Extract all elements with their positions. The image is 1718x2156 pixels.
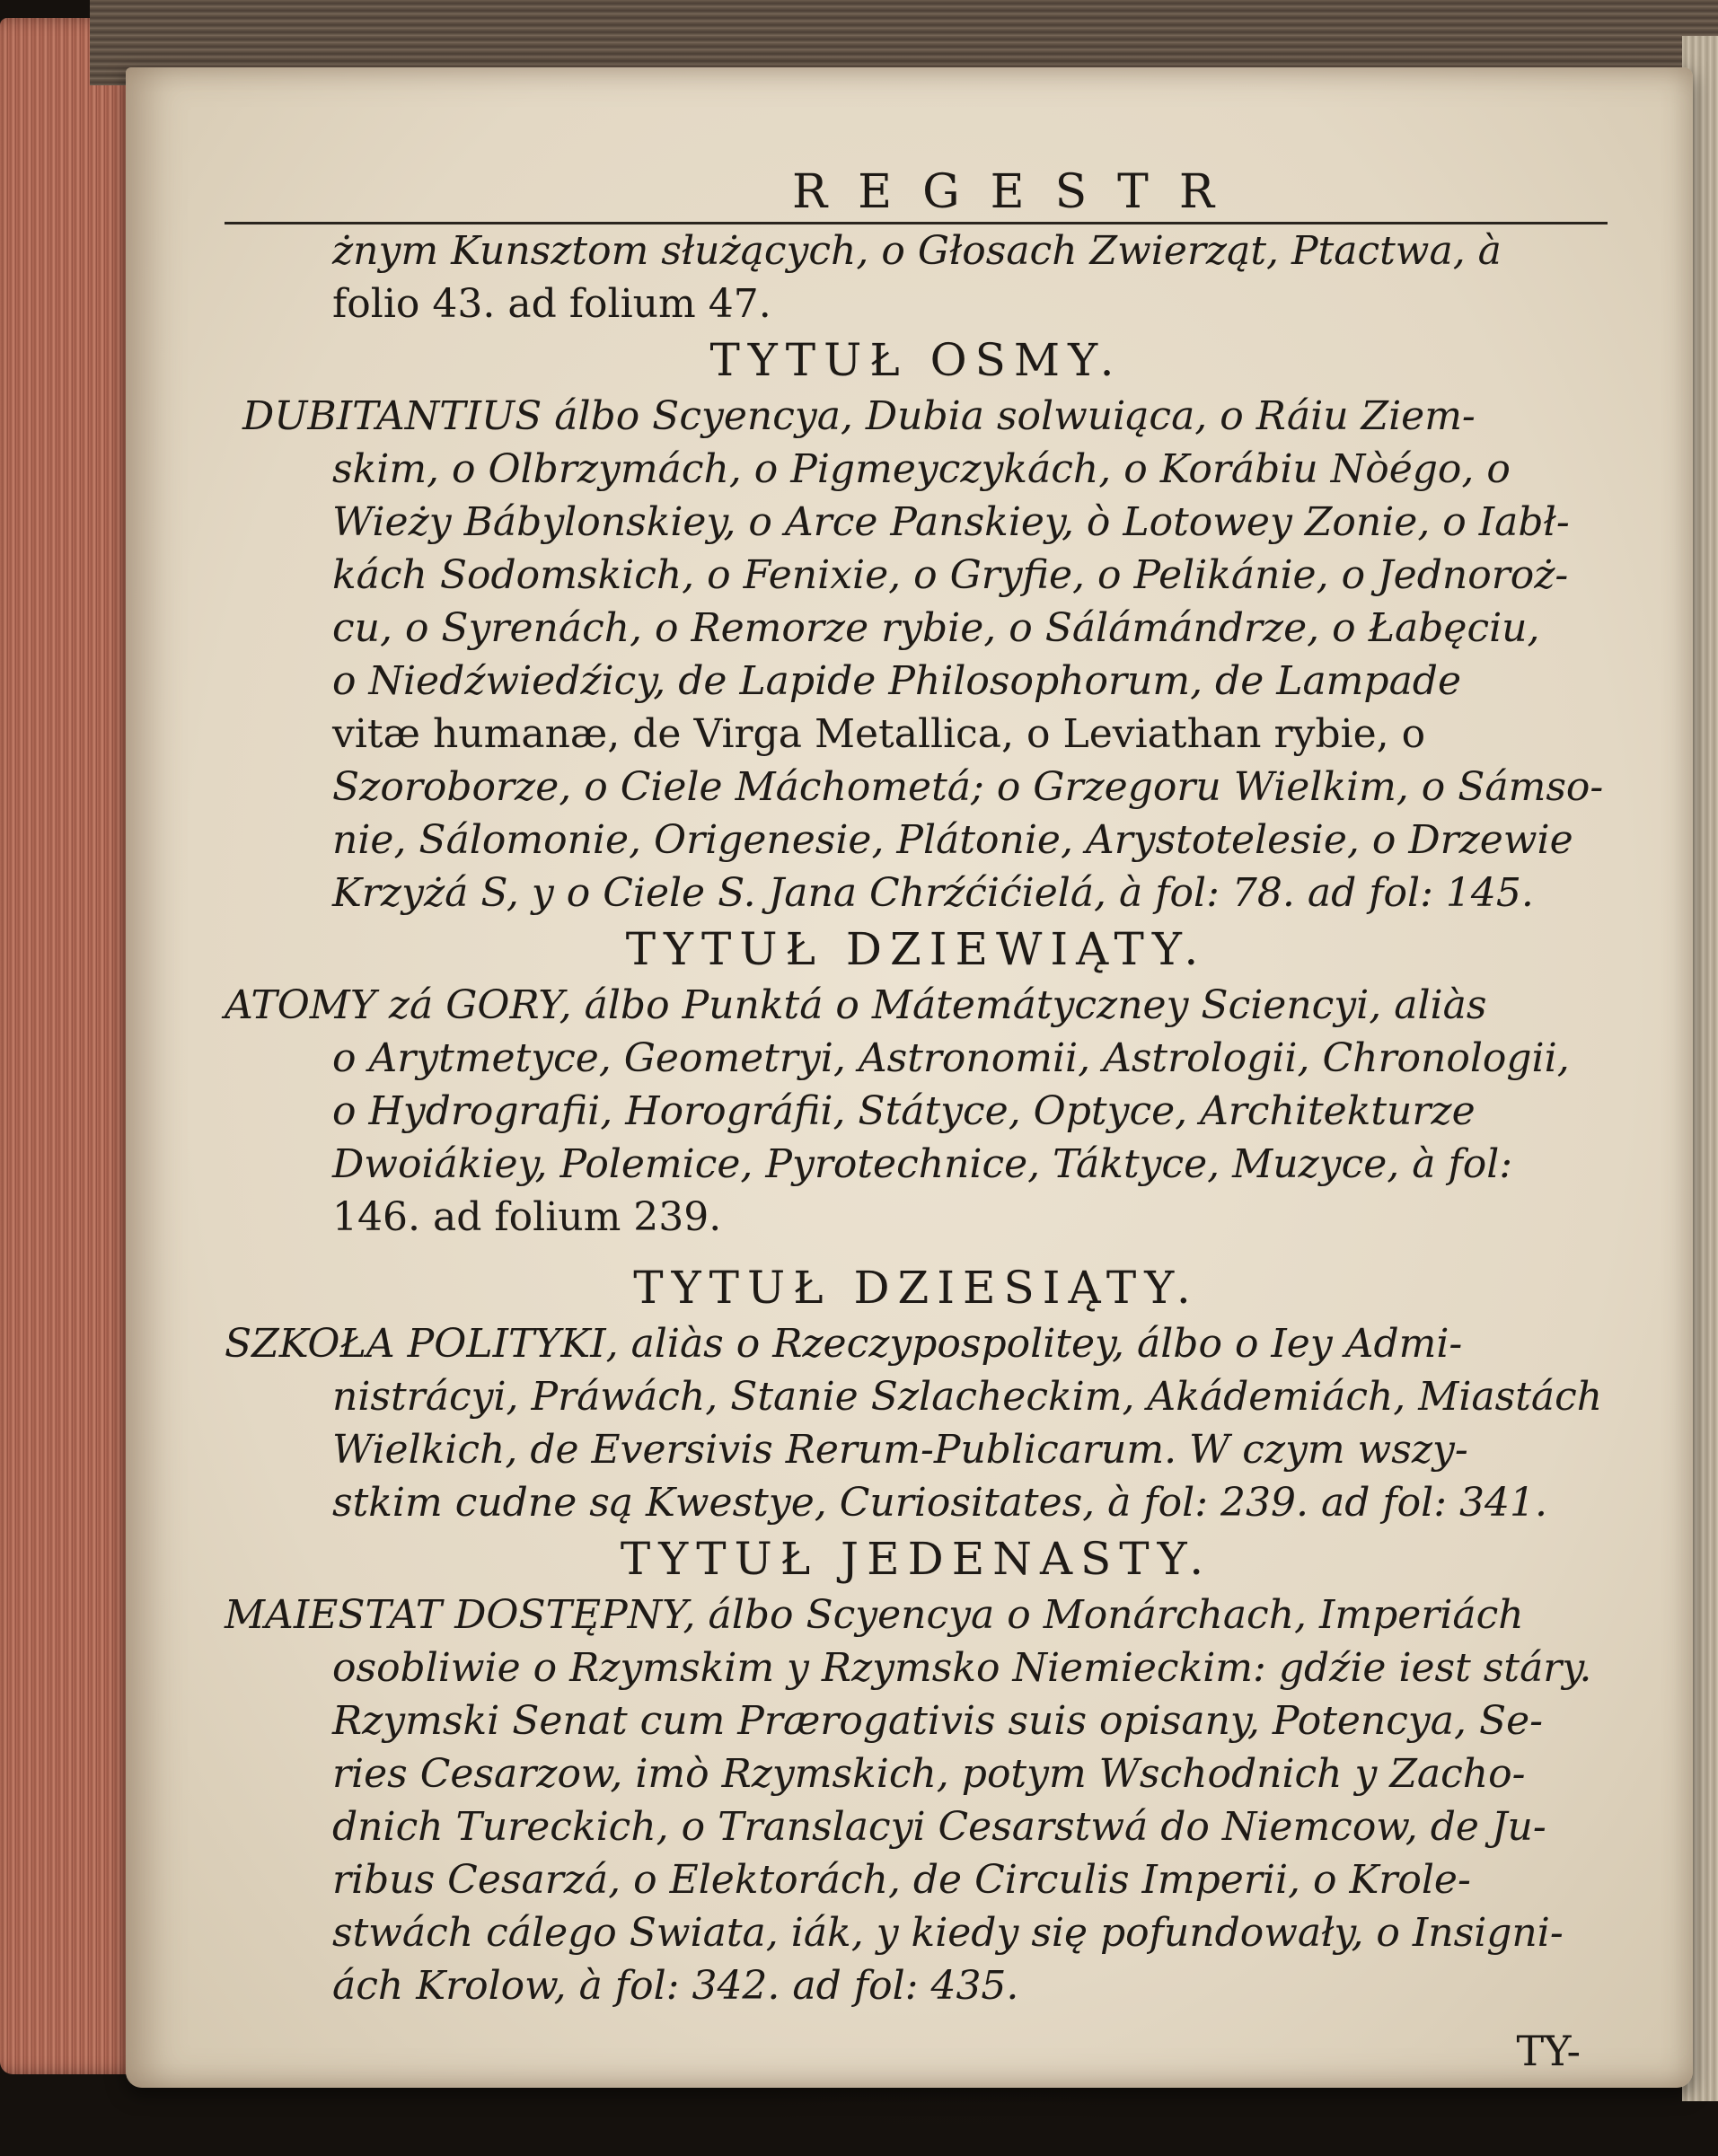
section-8-line: o Niedźwiedźicy, de Lapide Philosophorum, de Lampade bbox=[332, 658, 1462, 704]
section-11-line: stwách cálego Swiata, iák, y kiedy się pofundowały, o Insigni- bbox=[332, 1910, 1564, 1956]
section-8-line: DUBITANTIUS álbo Scyencya, Dubia solwuiąca, o Ráiu Ziem- bbox=[242, 393, 1476, 439]
section-8-line: cu, o Syrenách, o Remorze rybie, o Sálámándrze, o Łabęciu, bbox=[332, 605, 1540, 651]
section-8-line: Wieży Bábylonskiey, o Arce Panskiey, ò Lotowey Zonie, o Iabł- bbox=[332, 499, 1570, 545]
section-11-line: osobliwie o Rzymskim y Rzymsko Niemieckim: gdźie iest stáry. bbox=[332, 1645, 1592, 1691]
section-9-line: Dwoiákiey, Polemice, Pyrotechnice, Táktyce, Muzyce, à fol: bbox=[332, 1141, 1513, 1187]
section-11-line: MAIESTAT DOSTĘPNY, álbo Scyencya o Monárchach, Imperiách bbox=[225, 1592, 1524, 1638]
section-10-line: Wielkich, de Eversivis Rerum-Publicarum. W czym wszy- bbox=[332, 1427, 1468, 1473]
section-11-line: ách Krolow, à fol: 342. ad fol: 435. bbox=[332, 1963, 1019, 2009]
intro-line-1: żnym Kunsztom służących, o Głosach Zwierząt, Ptactwa, à bbox=[332, 228, 1502, 274]
catchword: TY- bbox=[1516, 2027, 1581, 2075]
section-8-line: skim, o Olbrzymách, o Pigmeyczykách, o Korábiu Nòégo, o bbox=[332, 446, 1511, 492]
section-10-line: stkim cudne są Kwestye, Curiositates, à fol: 239. ad fol: 341. bbox=[332, 1480, 1547, 1526]
section-11-line: ribus Cesarzá, o Elektorách, de Circulis Imperii, o Krole- bbox=[332, 1857, 1471, 1903]
section-9-line: o Arytmetyce, Geometryi, Astronomii, Astrologii, Chronologii, bbox=[332, 1035, 1570, 1081]
section-11-line: ries Cesarzow, imò Rzymskich, potym Wschodnich y Zacho- bbox=[332, 1751, 1526, 1797]
section-11-line: dnich Tureckich, o Translacyi Cesarstwá do Niemcow, de Ju- bbox=[332, 1804, 1546, 1850]
page-header: REGESTR bbox=[791, 165, 1246, 219]
section-8-line: vitæ humanæ, de Virga Metallica, o Leviathan rybie, o bbox=[332, 711, 1426, 757]
book-page bbox=[126, 67, 1693, 2088]
section-title-8: TYTUŁ OSMY. bbox=[709, 334, 1123, 386]
section-9-line: o Hydrografii, Horográfii, Státyce, Optyce, Architekturze bbox=[332, 1088, 1476, 1134]
section-10-line: SZKOŁA POLITYKI, aliàs o Rzeczypospolitey, álbo o Iey Admi- bbox=[225, 1321, 1463, 1367]
section-title-11: TYTUŁ JEDENASTY. bbox=[620, 1533, 1212, 1585]
section-8-line: nie, Sálomonie, Origenesie, Plátonie, Arystotelesie, o Drzewie bbox=[332, 817, 1573, 863]
section-9-line: ATOMY zá GORY, álbo Punktá o Mátemátyczney Sciencyi, aliàs bbox=[225, 982, 1487, 1028]
section-10-line: nistrácyi, Práwách, Stanie Szlacheckim, Akádemiách, Miastách bbox=[332, 1374, 1603, 1420]
section-8-line: kách Sodomskich, o Fenixie, o Gryfie, o Pelikánie, o Jednoroż- bbox=[332, 552, 1569, 598]
section-9-line: 146. ad folium 239. bbox=[332, 1194, 722, 1240]
section-8-line: Krzyżá S, y o Ciele S. Jana Chrźćićielá, à fol: 78. ad fol: 145. bbox=[332, 870, 1534, 916]
intro-line-2: folio 43. ad folium 47. bbox=[332, 281, 771, 327]
section-11-line: Rzymski Senat cum Prærogativis suis opisany, Potencya, Se- bbox=[332, 1698, 1544, 1744]
section-title-10: TYTUŁ DZIESIĄTY. bbox=[633, 1262, 1199, 1314]
page-content bbox=[225, 165, 1608, 2075]
section-8-line: Szoroborze, o Ciele Máchometá; o Grzegoru Wielkim, o Sámso- bbox=[332, 764, 1604, 810]
section-title-9: TYTUŁ DZIEWIĄTY. bbox=[625, 923, 1207, 975]
